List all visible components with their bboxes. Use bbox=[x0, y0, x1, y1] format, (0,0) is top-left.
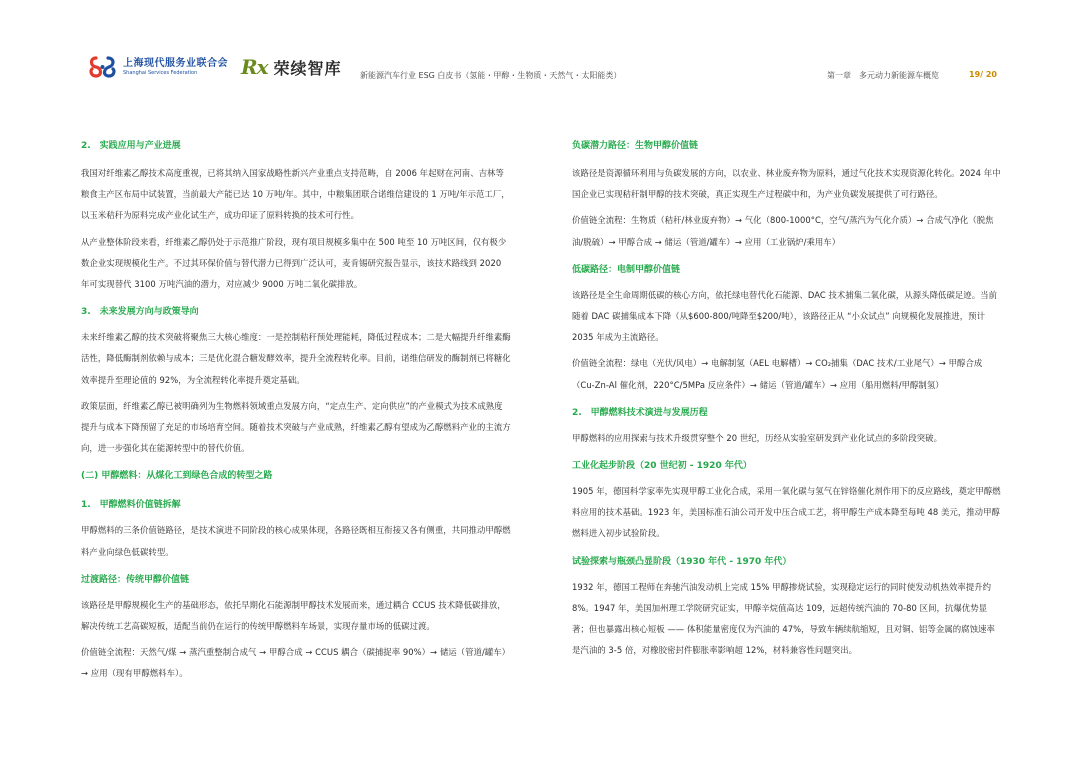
paragraph: 1905 年，德国科学家率先实现甲醇工业化合成，采用一氧化碳与氢气在锌铬催化剂作用下的反应路线，奠定甲醇燃料应用的技术基础。1923 年，美国标准石油公司开发中压合成工艺，将甲醇生产成本降至每吨 48 美元，推动甲醇燃料进入初步试验阶段。 bbox=[572, 486, 1001, 539]
section-heading-tech-evolution: 2. 甲醇燃料技术演进与发展历程 bbox=[572, 407, 708, 418]
chapter-title: 第一章 多元动力新能源车概览 bbox=[827, 71, 939, 80]
shanghai-services-federation-logo bbox=[88, 54, 228, 80]
paragraph: 价值链全流程：生物质（秸秆/林业废弃物）→ 气化（800-1000°C，空气/蒸汽为气化介质）→ 合成气净化（脱焦油/脱硫）→ 甲醇合成 → 储运（管道/罐车）→ 应用（工业锅炉/乘用车） bbox=[572, 215, 994, 247]
left-column bbox=[81, 130, 511, 685]
rongxu-think-tank-logo bbox=[241, 52, 342, 82]
paragraph: 该路径是甲醇规模化生产的基础形态，依托早期化石能源制甲醇技术发展而来，通过耦合 CCUS 技术降低碳排放，解决传统工艺高碳短板，适配当前仍在运行的传统甲醇燃料车场景，实现存量市场的低碳过渡。 bbox=[81, 599, 506, 632]
federation-name-en: Shanghai Services Federation bbox=[123, 69, 198, 76]
section-heading-methanol-fuel: (二) 甲醇燃料：从煤化工到绿色合成的转型之路 bbox=[81, 471, 273, 482]
section-heading-e-methanol: 低碳路径：电制甲醇价值链 bbox=[572, 264, 681, 275]
section-heading-future-direction: 3. 未来发展方向与政策导向 bbox=[81, 307, 199, 318]
page-number: 19/ 20 bbox=[969, 70, 997, 79]
section-heading-industrial-start: 工业化起步阶段（20 世纪初 - 1920 年代） bbox=[572, 461, 752, 472]
paragraph: 未来纤维素乙醇的技术突破将聚焦三大核心维度：一是控制秸秆预处理能耗，降低过程成本；二是大幅提升纤维素酶活性，降低酶制剂依赖与成本；三是优化混合糖发酵效率，提升全流程转化率。目前，诺维信研发的酶制剂已将糖化效率提升至理论值的 92%，为全流程转化率提升奠定基础。 bbox=[81, 332, 511, 385]
document-title: 新能源汽车行业 ESG 白皮书（氢能・甲醇・生物质・天然气・太阳能类） bbox=[360, 71, 622, 80]
federation-emblem-icon bbox=[88, 54, 118, 80]
paragraph: 价值链全流程：天然气/煤 → 蒸汽重整制合成气 → 甲醇合成 → CCUS 耦合（碳捕捉率 90%）→ 储运（管道/罐车）→ 应用（现有甲醇燃料车）。 bbox=[81, 647, 511, 679]
paragraph: 我国对纤维素乙醇技术高度重视，已将其纳入国家战略性新兴产业重点支持范畴，自 2006 年起财在河南、吉林等粮食主产区布局中试装置，当前最大产能已达 10 万吨/年。其中，中粮集团联合诺维信建设的 1 万吨/年示范工厂，以玉米秸秆为原料完成产业化试生产，成功印证了原料转换的技术可行性。 bbox=[81, 168, 510, 221]
paragraph: 价值链全流程：绿电（光伏/风电）→ 电解制氢（AEL 电解槽）→ CO₂捕集（DAC 技术/工业尾气）→ 甲醇合成（Cu-Zn-Al 催化剂，220°C/5MPa 反应条件）→ 储运（管道/罐车）→ 应用（船用燃料/甲醇制氢） bbox=[572, 358, 983, 390]
page-header bbox=[0, 50, 1080, 86]
paragraph: 从产业整体阶段来看，纤维素乙醇仍处于示范推广阶段，现有项目规模多集中在 500 吨至 10 万吨区间，仅有极少数企业实现规模化生产。不过其环保价值与替代潜力已得到广泛认可，麦肯锡研究报告显示，该技术路线到 2020 年可实现替代 3100 万吨汽油的潜力，对应减少 9000 万吨二氧化碳排放。 bbox=[81, 236, 507, 290]
section-heading-methanol-value-chain: 1. 甲醇燃料价值链拆解 bbox=[81, 500, 181, 511]
paragraph: 政策层面，纤维素乙醇已被明确列为生物燃料领域重点发展方向，“定点生产、定向供应”的产业模式为技术成熟度提升与成本下降预留了充足的市场培育空间。随着技术突破与产业成熟，纤维素乙醇有望成为乙醇燃料产业的主流方向，进一步强化其在能源转型中的替代价值。 bbox=[81, 400, 511, 454]
federation-name-cn: 上海现代服务业联合会 bbox=[123, 57, 228, 69]
section-heading-trial-exploration: 试验探索与瓶颈凸显阶段（1930 年代 - 1970 年代） bbox=[572, 556, 792, 567]
paragraph: 该路径是全生命周期低碳的核心方向，依托绿电替代化石能源、DAC 技术捕集二氧化碳，从源头降低碳足迹。当前随着 DAC 碳捕集成本下降（从$600-800/吨降至$200/吨），该路径正从 “小众试点” 向规模化发展推进，预计 2035 年成为主流路径。 bbox=[572, 289, 997, 343]
right-column bbox=[572, 130, 1002, 661]
paragraph: 甲醇燃料的三条价值链路径，是技术演进不同阶段的核心成果体现，各路径既相互衔接又各有侧重，共同推动甲醇燃料产业向绿色低碳转型。 bbox=[81, 525, 511, 557]
paragraph: 该路径是资源循环利用与负碳发展的方向，以农业、林业废弃物为原料，通过气化技术实现资源化转化。2024 年中国企业已实现秸秆制甲醇的技术突破，真正实现生产过程碳中和，为产业负碳发展提供了可行路径。 bbox=[572, 168, 1001, 200]
section-heading-bio-methanol: 负碳潜力路径：生物甲醇价值链 bbox=[572, 141, 699, 151]
paragraph: 1932 年，德国工程师在奔驰汽油发动机上完成 15% 甲醇掺烧试验，实现稳定运行的同时使发动机热效率提升约8%。1947 年，美国加州理工学院研究证实，甲醇辛烷值高达 109，远超传统汽油的 70-80 区间，抗爆优势显著；但也暴露出核心短板 —— 体积能量密度仅为汽油的 47%，导致车辆续航缩短，且对铜、铝等金属的腐蚀速率是汽油的 3-5 倍，对橡胶密封件膨胀率影响超 12%，材料兼容性问题突出。 bbox=[572, 581, 995, 656]
section-heading-practical-application: 2. 实践应用与产业进展 bbox=[81, 141, 181, 151]
rongxu-think-tank-name: 荣续智库 bbox=[273, 58, 342, 78]
paragraph: 甲醇燃料的应用探索与技术升级贯穿整个 20 世纪，历经从实验室研发到产业化试点的多阶段突破。 bbox=[572, 432, 943, 443]
section-heading-transition-path: 过渡路径：传统甲醇价值链 bbox=[81, 574, 190, 585]
rx-logo-mark: Rx bbox=[241, 55, 268, 79]
